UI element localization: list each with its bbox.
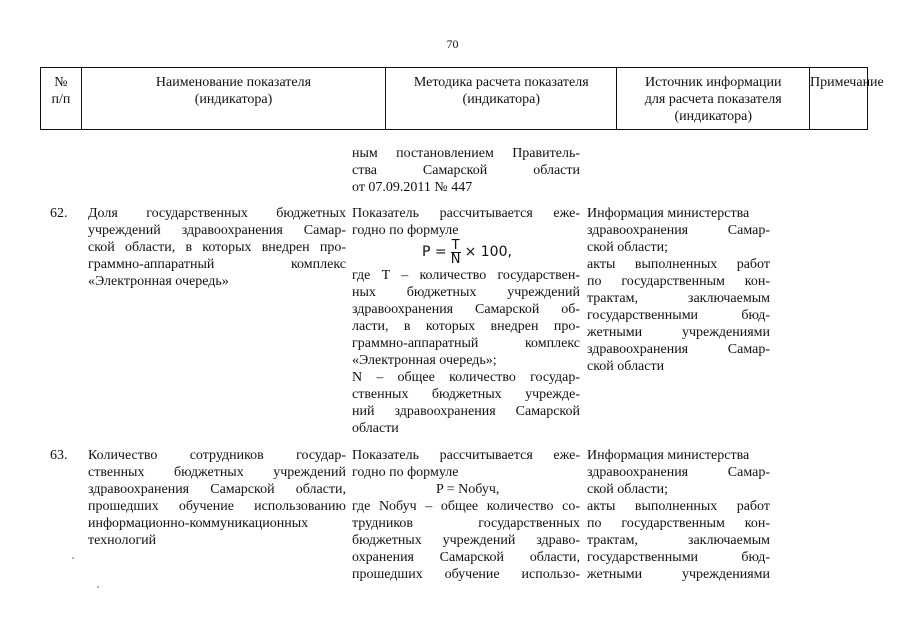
text-line: ственных бюджетных учрежде- — [352, 387, 580, 402]
text-line: ственных бюджетных учреждений — [88, 465, 346, 480]
text-line: охранения Самарской области, — [352, 550, 580, 565]
text-line: ных бюджетных учреждений — [352, 285, 580, 300]
text-line: жетными учреждениями — [587, 567, 770, 582]
row-63-source — [587, 447, 770, 583]
header-col-source — [617, 68, 810, 129]
row-62-source — [587, 205, 770, 375]
text-line: трудников государственных — [352, 516, 580, 531]
header-text: п/п — [51, 92, 71, 107]
text-line: Показатель рассчитывается еже- — [352, 206, 580, 221]
text-line: учреждений здравоохранения Самар- — [88, 223, 346, 238]
text-line: Доля государственных бюджетных — [88, 206, 346, 221]
text-line: «Электронная очередь» — [88, 274, 229, 289]
row-62-method — [352, 205, 580, 437]
text-line: здравоохранения Самарской об- — [352, 302, 580, 317]
text-line: ской области; — [587, 240, 668, 255]
text-line: ской области — [587, 359, 665, 374]
header-text: для расчета показателя — [644, 92, 782, 107]
row-63-name — [88, 447, 346, 549]
page-number: 70 — [446, 37, 459, 51]
header-text: (индикатора) — [194, 92, 273, 107]
text-line: прошедших обучение использо- — [352, 567, 580, 582]
text-line: годно по формуле — [352, 465, 459, 480]
text-line: ской области, в которых внедрен про- — [88, 240, 346, 255]
text-line: здравоохранения Самар- — [587, 465, 770, 480]
text-line: государственными бюд- — [587, 550, 770, 565]
formula-numerator: T — [451, 238, 460, 253]
header-text: Источник информации — [644, 75, 782, 90]
text-line: граммно-аппаратный комплекс — [88, 257, 346, 272]
formula-denominator: N — [450, 252, 461, 267]
text-line: Показатель рассчитывается еже- — [352, 448, 580, 463]
text-line: граммно-аппаратный комплекс — [352, 336, 580, 351]
text-line: государственными бюд- — [587, 308, 770, 323]
text-line: ласти, в которых внедрен про- — [352, 319, 580, 334]
text-line: акты выполненных работ — [587, 257, 770, 272]
text-line: здравоохранения Самар- — [587, 223, 770, 238]
scan-speck — [97, 586, 99, 588]
row-63-number: 63. — [50, 448, 68, 463]
text-line: ства Самарской области — [352, 163, 580, 178]
header-text: (индикатора) — [674, 109, 752, 124]
header-text: Примечание — [809, 75, 884, 90]
text-line: N – общее количество государ- — [352, 370, 580, 385]
header-col-number — [41, 68, 82, 129]
text-line: информационно-коммуникационных — [88, 516, 309, 531]
header-text: № — [54, 75, 68, 90]
text-line: ний здравоохранения Самарской — [352, 404, 580, 419]
scan-speck — [72, 557, 74, 559]
formula-63: P = Nобуч, — [436, 482, 500, 497]
text-line: трактам, заключаемым — [587, 533, 770, 548]
formula-lhs: P = — [422, 244, 447, 260]
text-line: Количество сотрудников государ- — [88, 448, 346, 463]
text-line: жетными учреждениями — [587, 325, 770, 340]
text-line: ным постановлением Правитель- — [352, 146, 580, 161]
text-line: акты выполненных работ — [587, 499, 770, 514]
header-text: Методика расчета показателя — [413, 75, 589, 90]
text-line: «Электронная очередь»; — [352, 353, 497, 368]
text-line: Информация министерства — [587, 448, 750, 463]
text-line: где T – количество государствен- — [352, 268, 580, 283]
text-line: по государственным кон- — [587, 274, 770, 289]
text-line: здравоохранения Самарской области, — [88, 482, 346, 497]
header-col-name — [82, 68, 386, 129]
text-line: ской области; — [587, 482, 668, 497]
row-62-name — [88, 205, 346, 290]
header-text: Наименование показателя — [155, 75, 312, 90]
header-col-note — [809, 68, 884, 129]
continuation-text — [352, 145, 580, 196]
table-header — [40, 67, 884, 130]
text-line: где Nобуч – общее количество со- — [352, 499, 580, 514]
text-line: трактам, заключаемым — [587, 291, 770, 306]
text-line: бюджетных учреждений здраво- — [352, 533, 580, 548]
header-text: (индикатора) — [462, 92, 541, 107]
formula-fraction — [451, 239, 461, 266]
text-line: годно по формуле — [352, 223, 459, 238]
text-line: технологий — [88, 533, 157, 548]
row-63-method — [352, 447, 580, 583]
row-62-number: 62. — [50, 206, 68, 221]
text-line: по государственным кон- — [587, 516, 770, 531]
formula-rhs: × 100, — [464, 244, 512, 260]
text-line: от 07.09.2011 № 447 — [352, 180, 473, 195]
text-line: области — [352, 421, 399, 436]
text-line: прошедших обучение использованию — [88, 499, 346, 514]
text-line: здравоохранения Самар- — [587, 342, 770, 357]
text-line: Информация министерства — [587, 206, 750, 221]
header-col-method — [386, 68, 617, 129]
formula-62 — [352, 239, 580, 267]
